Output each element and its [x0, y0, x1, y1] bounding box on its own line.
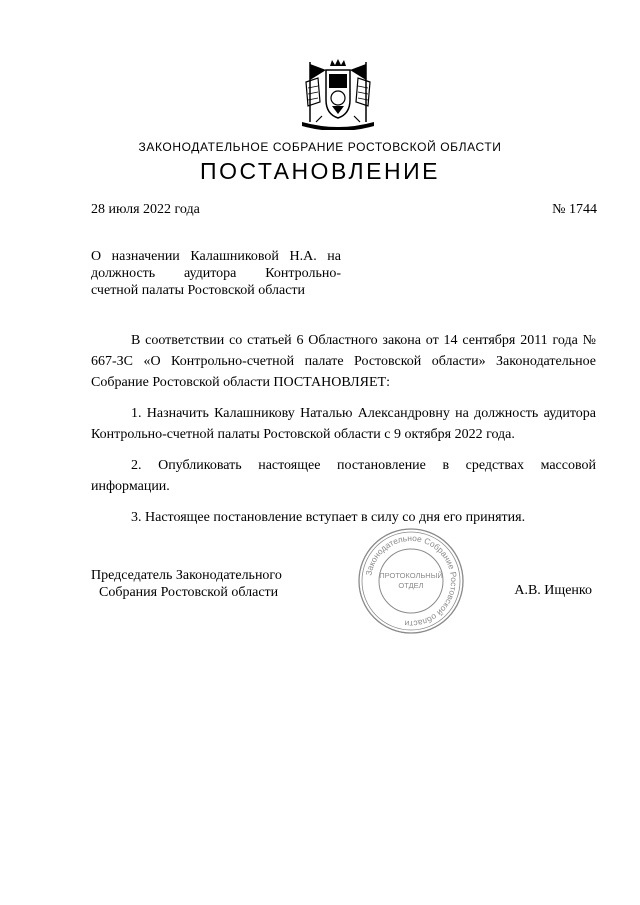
preamble-paragraph: В соответствии со статьей 6 Областного закона от 14 сентября 2011 года № 667-ЗС «О Контрольно-счетной палате Ростовской области» Законодательное Собрание Ростовской области ПОСТАНОВЛЯЕТ: — [91, 333, 596, 390]
stamp-center-line: ОТДЕЛ — [398, 581, 424, 590]
resolution-item: 1. Назначить Калашникову Наталью Александровну на должность аудитора Контрольно-счетной палаты Ростовской области с 9 октября 2022 года. — [91, 406, 596, 442]
document-number: № 1744 — [552, 202, 597, 217]
document-subject — [91, 248, 341, 299]
coat-of-arms-icon — [296, 58, 380, 130]
signatory-name: А.В. Ищенко — [514, 583, 592, 598]
org-name: ЗАКОНОДАТЕЛЬНОЕ СОБРАНИЕ РОСТОВСКОЙ ОБЛАСТИ — [138, 140, 502, 154]
resolution-item: 2. Опубликовать настоящее постановление в средствах массовой информации. — [91, 458, 596, 494]
document-date: 28 июля 2022 года — [91, 202, 200, 217]
document-body — [91, 330, 596, 538]
resolution-item: 3. Настоящее постановление вступает в силу со дня его принятия. — [131, 510, 526, 525]
subject-line: должность аудитора Контрольно- — [91, 266, 341, 281]
stamp-ring-text: Законодательное Собрание Ростовской области — [363, 532, 460, 630]
signatory-position-line: Председатель Законодательного — [91, 568, 282, 583]
signatory-position-line: Собрания Ростовской области — [99, 585, 279, 600]
stamp-center-line: ПРОТОКОЛЬНЫЙ — [379, 571, 443, 580]
subject-line: О назначении Калашниковой Н.А. на — [91, 249, 341, 264]
official-stamp — [356, 526, 466, 636]
subject-line: счетной палаты Ростовской области — [91, 283, 306, 298]
signatory-position — [91, 567, 282, 601]
document-type-title: ПОСТАНОВЛЕНИЕ — [200, 158, 440, 184]
